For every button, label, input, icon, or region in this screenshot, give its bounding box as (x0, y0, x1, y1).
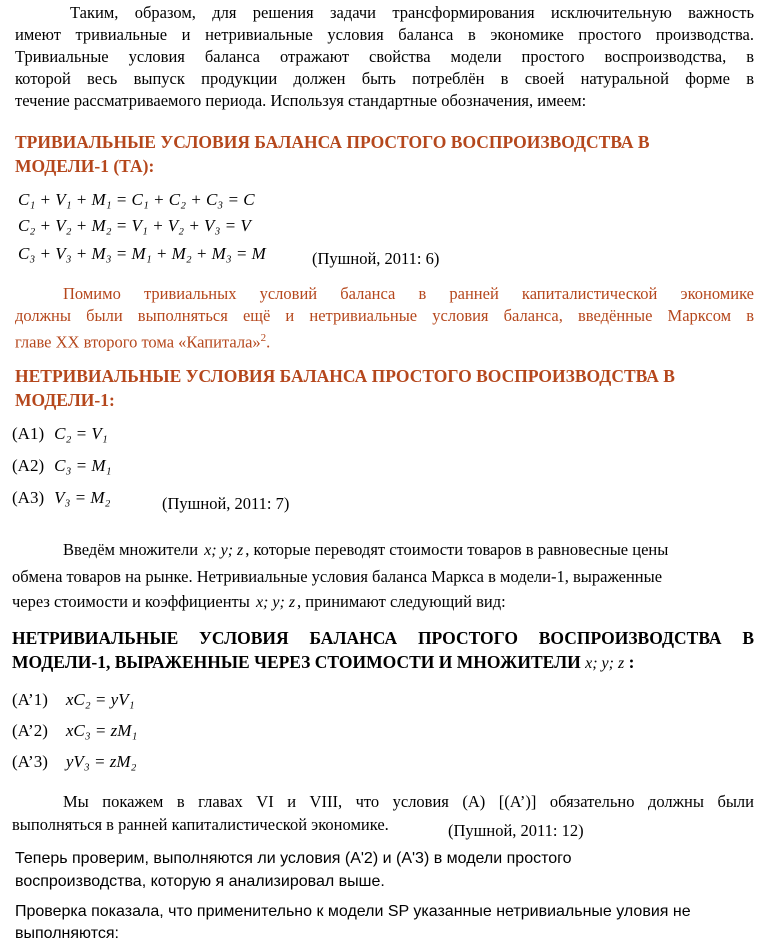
condition-formula: yV₃ = zM₂ (65, 752, 137, 771)
variables: x; y; z (255, 594, 296, 611)
marx-note-line: должны были выполняться ещё и нетривиальные условия баланса, введённые Марксом в (15, 306, 754, 325)
multipliers-line-1 (63, 540, 668, 560)
intro-line: имеют тривиальные и нетривиальные условия баланса в экономике простого производства. (15, 25, 754, 44)
condition-a3 (12, 488, 110, 508)
nontrivial-heading (15, 364, 754, 412)
marx-note-end: . (266, 332, 271, 352)
chapters-line: Мы покажем в главах VI и VIII, что условия (A) [(A’)] обязательно должны были (63, 792, 754, 811)
heading-text: МОДЕЛИ-1, ВЫРАЖЕННЫЕ ЧЕРЕЗ СТОИМОСТИ И МНОЖИТЕЛИ (12, 652, 581, 672)
condition-a-prime-2 (12, 721, 137, 741)
check-paragraph-2-line-2: выполняются: (15, 925, 119, 942)
citation: (Пушной, 2011: 12) (448, 821, 584, 840)
marx-note-text: главе XX второго тома «Капитала» (15, 332, 261, 352)
condition-label: (A3) (12, 488, 45, 507)
condition-a-prime-3 (12, 752, 136, 772)
citation: (Пушной, 2011: 6) (312, 249, 440, 268)
trivial-equation-1: C₁ + V₁ + M₁ = C₁ + C₂ + C₃ = C (18, 190, 255, 209)
marx-note-line (15, 327, 754, 352)
trivial-equation-2: C₂ + V₂ + M₂ = V₁ + V₂ + V₃ = V (18, 216, 251, 235)
text: Введём множители (63, 540, 199, 559)
text: , принимают следующий вид: (297, 592, 506, 611)
check-paragraph-1-line-2: воспроизводства, которую я анализировал выше. (15, 873, 385, 890)
intro-line: Тривиальные условия баланса отражают свойства модели простого воспроизводства, в (15, 47, 754, 66)
variables: x; y; z (585, 655, 625, 672)
condition-label: (A’3) (12, 752, 48, 771)
citation: (Пушной, 2011: 7) (162, 494, 290, 513)
condition-formula: V₃ = M₂ (54, 488, 111, 507)
heading-line: НЕТРИВИАЛЬНЫЕ УСЛОВИЯ БАЛАНСА ПРОСТОГО ВОСПРОИЗВОДСТВА В (15, 366, 675, 386)
trivial-equation-3: C₃ + V₃ + M₃ = M₁ + M₂ + M₃ = M (18, 244, 266, 263)
intro-paragraph (15, 2, 754, 112)
condition-label: (A’2) (12, 721, 48, 740)
condition-formula: xC₂ = yV₁ (65, 690, 135, 709)
condition-a2 (12, 456, 111, 476)
heading-line: МОДЕЛИ-1: (15, 390, 115, 410)
text: , которые переводят стоимости товаров в равновесные цены (245, 540, 669, 559)
trivial-heading (15, 130, 754, 178)
footnote-marker[interactable]: 2 (260, 332, 267, 344)
condition-label: (A1) (12, 424, 45, 443)
heading-colon: : (628, 652, 635, 672)
heading-line: НЕТРИВИАЛЬНЫЕ УСЛОВИЯ БАЛАНСА ПРОСТОГО ВОСПРОИЗВОДСТВА В (12, 628, 754, 648)
text: через стоимости и коэффициенты (12, 592, 250, 611)
condition-formula: C₃ = M₁ (54, 456, 112, 475)
condition-label: (A2) (12, 456, 45, 475)
multipliers-line-3 (12, 592, 506, 612)
check-paragraph-2-line-1: Проверка показала, что применительно к модели SP указанные нетривиальные уловия не (15, 903, 691, 920)
chapters-line-2: выполняться в ранней капиталистической экономике. (12, 815, 389, 834)
heading-line: ТРИВИАЛЬНЫЕ УСЛОВИЯ БАЛАНСА ПРОСТОГО ВОСПРОИЗВОДСТВА В (15, 132, 650, 152)
intro-line: течение рассматриваемого периода. Используя стандартные обозначения, имеем: (15, 91, 587, 110)
condition-a1 (12, 424, 108, 444)
intro-line: которой весь выпуск продукции должен быть потреблён в своей натуральной форме в (15, 69, 754, 88)
variables: x; y; z (204, 542, 244, 559)
check-paragraph-1-line-1: Теперь проверим, выполняются ли условия (A'2) и (A'3) в модели простого (15, 850, 572, 867)
intro-line: Таким, образом, для решения задачи трансформирования исключительную важность (70, 3, 754, 22)
marx-note-line: Помимо тривиальных условий баланса в ранней капиталистической экономике (63, 284, 754, 303)
condition-formula: C₂ = V₁ (54, 424, 108, 443)
multipliers-line-2: обмена товаров на рынке. Нетривиальные условия баланса Маркса в модели-1, выраженные (12, 567, 663, 586)
condition-a-prime-1 (12, 690, 135, 710)
marx-note-paragraph (15, 283, 754, 352)
condition-formula: xC₃ = zM₁ (65, 721, 138, 740)
chapters-paragraph (12, 791, 754, 813)
condition-label: (A’1) (12, 690, 48, 709)
heading-line (12, 650, 754, 676)
heading-line: МОДЕЛИ-1 (ТА): (15, 156, 155, 176)
nontrivial-multipliers-heading (12, 626, 754, 676)
